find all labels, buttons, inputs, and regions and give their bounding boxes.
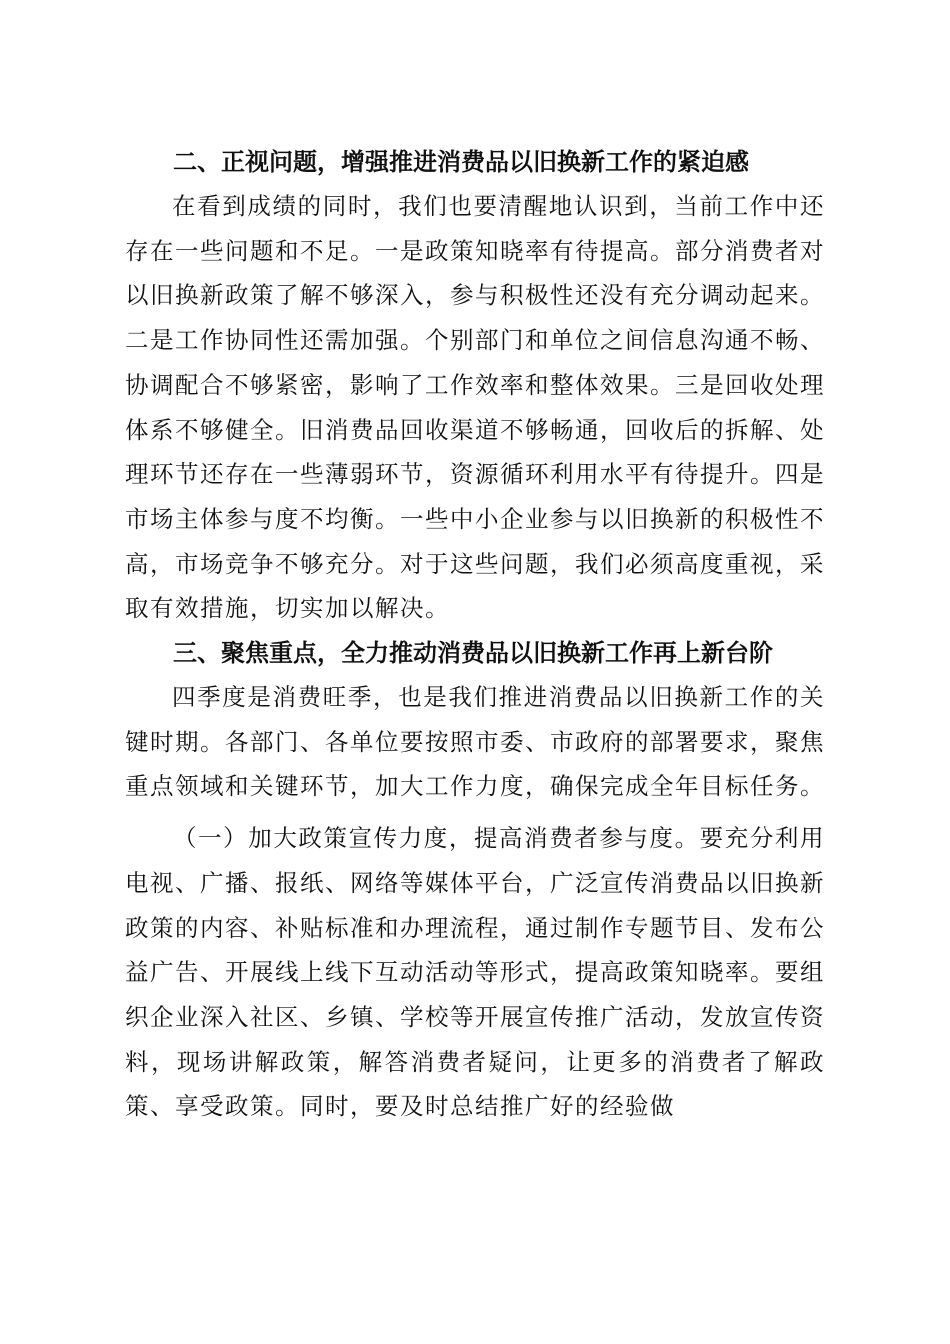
section-2-paragraph: 在看到成绩的同时，我们也要清醒地认识到，当前工作中还存在一些问题和不足。一是政策知晓率有待提高。部分消费者对以旧换新政策了解不够深入，参与积极性还没有充分调动起来。二是工作协同性还需加强。个别部门和单位之间信息沟通不畅、协调配合不够紧密，影响了工作效率和整体效果。三是回收处理体系不够健全。旧消费品回收渠道不够畅通，回收后的拆解、处理环节还存在一些薄弱环节，资源循环利用水平有待提升。四是市场主体参与度不均衡。一些中小企业参与以旧换新的积极性不高，市场竞争不够充分。对于这些问题，我们必须高度重视，采取有效措施，切实加以解决。 [125,192,825,623]
document-page [125,140,825,1129]
section-3-heading: 三、聚焦重点，全力推动消费品以旧换新工作再上新台阶 [173,639,773,668]
section-3-intro-paragraph: 四季度是消费旺季，也是我们推进消费品以旧换新工作的关键时期。各部门、各单位要按照市委、市政府的部署要求，聚焦重点领域和关键环节，加大工作力度，确保完成全年目标任务。 [125,683,825,801]
section-2-heading: 二、正视问题，增强推进消费品以旧换新工作的紧迫感 [173,148,749,176]
section-3-item-1-paragraph: （一）加大政策宣传力度，提高消费者参与度。要充分利用电视、广播、报纸、网络等媒体平台，广泛宣传消费品以旧换新政策的内容、补贴标准和办理流程，通过制作专题节目、发布公益广告、开展线上线下互动活动等形式，提高政策知晓率。要组织企业深入社区、乡镇、学校等开展宣传推广活动，发放宣传资料，现场讲解政策，解答消费者疑问，让更多的消费者了解政策、享受政策。同时，要及时总结推广好的经验做 [125,824,825,1121]
